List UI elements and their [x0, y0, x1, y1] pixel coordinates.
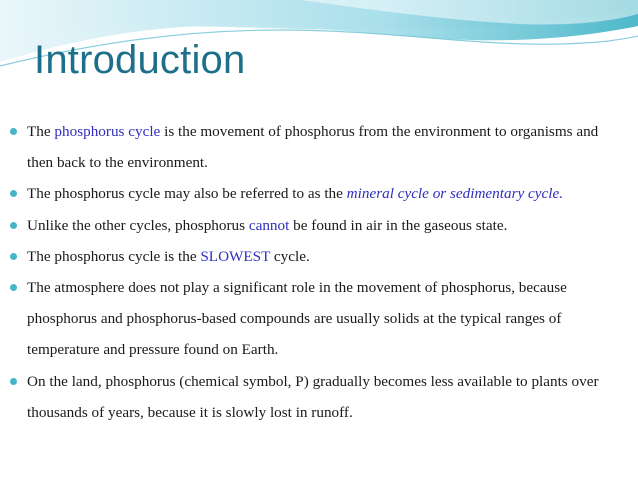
bullet-item: [10, 116, 622, 178]
bullet-dot-icon: [10, 378, 17, 385]
bullet-text: is the movement of phosphorus from the environment to organisms and then back to the environment.: [27, 123, 599, 172]
bullet-text: The atmosphere does not play a significant role in the movement of phosphorus, because phosphorus and phosphorus-based compounds are usually solids at the typical ranges of temperature and pressure found on Earth.: [27, 279, 567, 359]
bullet-item: [10, 210, 622, 241]
highlighted-term: cannot: [248, 216, 290, 234]
bullet-text: The: [27, 123, 55, 140]
bullet-text: Unlike the other cycles, phosphorus: [27, 216, 249, 234]
bullet-dot-icon: [10, 190, 17, 197]
highlighted-term: mineral cycle or sedimentary cycle.: [346, 185, 564, 203]
bullet-item: [10, 366, 622, 428]
slide-title: Introduction: [34, 38, 246, 82]
bullet-list: [10, 116, 622, 428]
bullet-dot-icon: [10, 284, 17, 291]
bullet-item: [10, 178, 622, 209]
bullet-text: The phosphorus cycle is the: [27, 247, 201, 265]
bullet-dot-icon: [10, 222, 17, 229]
bullet-item: [10, 272, 622, 366]
bullet-dot-icon: [10, 253, 17, 260]
bullet-text: be found in air in the gaseous state.: [289, 216, 508, 234]
bullet-text: The phosphorus cycle may also be referred to as the: [27, 185, 347, 203]
bullet-text: On the land, phosphorus (chemical symbol, P) gradually becomes less available to plants over thousands of years, because it is slowly lost in runoff.: [27, 372, 599, 421]
bullet-dot-icon: [10, 128, 17, 135]
highlighted-term: phosphorus cycle: [54, 123, 161, 140]
bullet-text: cycle.: [270, 247, 310, 265]
bullet-item: [10, 241, 622, 272]
highlighted-term: SLOWEST: [200, 247, 271, 265]
